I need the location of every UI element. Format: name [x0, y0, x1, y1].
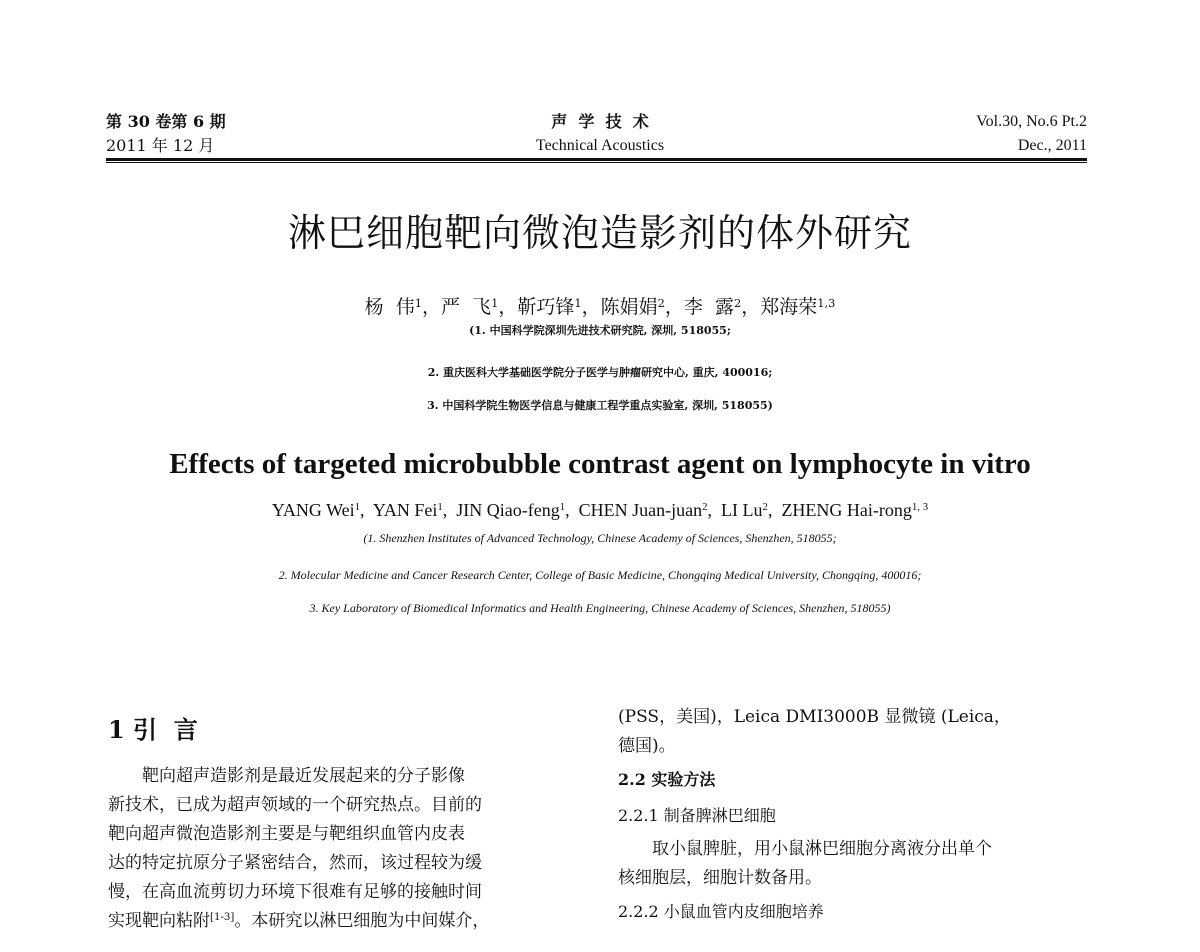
author-cn-affiliation-mark: 2 [733, 296, 742, 310]
author-cn-separator: ， [421, 296, 441, 318]
continuation-line: 德国)。 [618, 736, 676, 756]
author-cn-separator: ， [664, 296, 684, 318]
journal-date-cn: 2011 年 12 月 [106, 136, 215, 155]
author-cn-name: 李 露 [683, 296, 734, 318]
author-en-separator: , [442, 500, 457, 520]
journal-volume-en: Vol.30, No.6 Pt.2 [976, 113, 1087, 130]
author-en-name: ZHENG Hai-rong [781, 500, 912, 520]
author-cn-affiliation-mark: 1 [574, 296, 582, 310]
author-en-affiliation-mark: 1 [354, 501, 361, 513]
section-heading-introduction: 1 引 言 [108, 715, 198, 744]
author-en-separator: , [360, 500, 373, 520]
header-rule [106, 158, 1087, 161]
author-en-separator: , [767, 500, 782, 520]
authors-cn [0, 294, 1200, 320]
paper-title-cn: 淋巴细胞靶向微泡造影剂的体外研究 [287, 211, 912, 255]
author-cn-name: 陈娟娟 [600, 296, 658, 318]
author-en-affiliation-mark: 1 [437, 501, 443, 513]
author-en-affiliation-mark: 1 [559, 501, 566, 513]
journal-volume-issue: 第 30 卷第 6 期 [106, 112, 226, 131]
intro-line: 达的特定抗原分子紧密结合，然而，该过程较为缓 [108, 853, 482, 873]
right-column [618, 703, 1088, 923]
affiliation-cn-3: 3. 中国科学院生物医学信息与健康工程学重点实验室, 深圳, 518055) [427, 399, 773, 412]
intro-paragraph [108, 762, 578, 936]
subsection-2-2-1: 2.2.1 制备脾淋巴细胞 [618, 806, 776, 825]
journal-date-en: Dec., 2011 [1017, 137, 1087, 154]
author-cn-separator: ， [498, 296, 518, 318]
author-en-affiliation-mark: 2 [762, 501, 768, 513]
intro-line: 慢，在高血流剪切力环境下很难有足够的接触时间 [108, 882, 482, 902]
author-cn-name: 靳巧锋 [517, 296, 575, 318]
method-line: 核细胞层，细胞计数备用。 [618, 868, 822, 888]
author-cn-separator: ， [741, 296, 761, 318]
intro-line: 靶向超声微泡造影剂主要是与靶组织血管内皮表 [108, 824, 465, 844]
author-en-name: LI Lu [721, 500, 763, 520]
author-cn-name: 严 飞 [440, 296, 492, 318]
affiliation-cn-2: 2. 重庆医科大学基础医学院分子医学与肿瘤研究中心, 重庆, 400016; [427, 366, 773, 379]
author-en-affiliation-mark: 2 [702, 501, 708, 513]
author-en-name: YAN Fei [372, 500, 438, 520]
intro-line: 靶向超声造影剂是最近发展起来的分子影像 [142, 766, 465, 786]
subsection-2-2: 2.2 实验方法 [618, 770, 716, 789]
intro-last-line-rest: 。本研究以淋巴细胞为中间媒介， [234, 911, 490, 931]
author-cn-affiliation-mark: 2 [657, 296, 665, 310]
affiliation-cn-1: (1. 中国科学院深圳先进技术研究院, 深圳, 518055; [469, 324, 731, 337]
method-line: 取小鼠脾脏，用小鼠淋巴细胞分离液分出单个 [652, 839, 992, 859]
intro-line [108, 907, 578, 936]
author-en-name: CHEN Juan-juan [578, 500, 703, 520]
journal-name-en: Technical Acoustics [535, 137, 665, 154]
author-en-separator: , [565, 500, 579, 520]
intro-last-line-text: 实现靶向粘附 [108, 911, 210, 931]
author-cn-affiliation-mark: 1,3 [817, 296, 836, 310]
author-cn-separator: ， [581, 296, 601, 318]
journal-name-cn: 声 学 技 术 [551, 112, 649, 131]
header-rule-thin [106, 162, 1087, 163]
affiliation-en-2: 2. Molecular Medicine and Cancer Research Center, College of Basic Medicine, Chongqing Medical University, Chongqing, 400016; [278, 568, 922, 582]
author-en-affiliation-mark: 1, 3 [911, 501, 929, 513]
author-cn-name: 杨 伟 [364, 296, 415, 318]
author-cn-affiliation-mark: 1 [491, 296, 499, 310]
continuation-line: (PSS，美国)，Leica DMI3000B 显微镜 (Leica， [618, 707, 1011, 727]
author-cn-name: 郑海荣 [760, 296, 818, 318]
author-en-name: JIN Qiao-feng [456, 500, 560, 520]
paper-title-en: Effects of targeted microbubble contrast agent on lymphocyte in vitro [169, 448, 1031, 480]
author-cn-affiliation-mark: 1 [414, 296, 422, 310]
subsection-2-2-2: 2.2.2 小鼠血管内皮细胞培养 [618, 902, 824, 921]
affiliation-en-1: (1. Shenzhen Institutes of Advanced Technology, Chinese Academy of Sciences, Shenzhen, 518055; [363, 531, 837, 545]
author-en-separator: , [707, 500, 722, 520]
intro-line: 新技术，已成为超声领域的一个研究热点。目前的 [108, 795, 482, 815]
citation: [1-3] [210, 912, 235, 923]
author-en-name: YANG Wei [271, 500, 355, 520]
authors-en [0, 498, 1200, 522]
affiliation-en-3: 3. Key Laboratory of Biomedical Informatics and Health Engineering, Chinese Academy of Sciences, Shenzhen, 518055) [309, 601, 891, 615]
